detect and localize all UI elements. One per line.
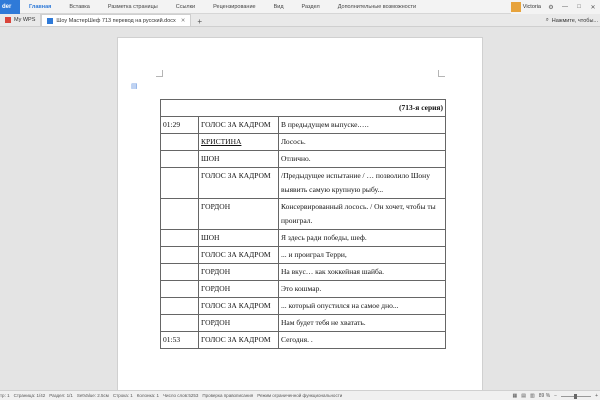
- dialogue-cell[interactable]: Я здесь ради победы, шеф.: [279, 230, 446, 247]
- help-search[interactable]: [546, 15, 598, 26]
- close-tab-icon[interactable]: ✕: [180, 17, 186, 24]
- zoom-slider-knob[interactable]: [574, 394, 577, 399]
- timecode-cell[interactable]: [161, 264, 199, 281]
- view-read-icon[interactable]: ▥: [530, 393, 535, 399]
- tab-my-wps[interactable]: [0, 14, 41, 26]
- minimize-icon[interactable]: —: [562, 4, 568, 10]
- help-search-text: Нажмите, чтобы...: [551, 17, 598, 24]
- speaker-cell[interactable]: ГОЛОС ЗА КАДРОМ: [199, 332, 279, 349]
- speaker-cell[interactable]: ГОРДОН: [199, 281, 279, 298]
- zoom-slider[interactable]: [561, 396, 591, 397]
- app-menu-button[interactable]: der: [0, 0, 20, 14]
- episode-header[interactable]: (713-я серия): [161, 100, 446, 117]
- status-page[interactable]: Страница: 1/42: [13, 393, 46, 398]
- menu-section[interactable]: Раздел: [301, 3, 320, 10]
- timecode-cell[interactable]: [161, 151, 199, 168]
- tab-label: My WPS: [14, 17, 36, 23]
- dialogue-cell[interactable]: Отлично.: [279, 151, 446, 168]
- timecode-cell[interactable]: [161, 247, 199, 264]
- dialogue-cell[interactable]: Нам будет тебя не хватать.: [279, 315, 446, 332]
- ribbon-menubar: [0, 0, 600, 14]
- tab-document[interactable]: [41, 14, 191, 26]
- speaker-cell[interactable]: ШОН: [199, 151, 279, 168]
- status-setvalue: SetValue: 2.5см: [76, 393, 109, 398]
- view-print-icon[interactable]: ▦: [512, 393, 518, 399]
- table-row: [161, 199, 446, 230]
- speaker-cell[interactable]: КРИСТИНА: [199, 134, 279, 151]
- menu-references[interactable]: Ссылки: [175, 3, 196, 10]
- zoom-out-icon[interactable]: −: [554, 393, 558, 399]
- dialogue-cell[interactable]: Консервированный лосось. / Он хочет, чтобы ты проиграл.: [279, 199, 446, 230]
- speaker-cell[interactable]: ГОЛОС ЗА КАДРОМ: [199, 168, 279, 199]
- table-row: [161, 264, 446, 281]
- timecode-cell[interactable]: 01:29: [161, 117, 199, 134]
- timecode-cell[interactable]: [161, 315, 199, 332]
- document-page[interactable]: [117, 37, 483, 390]
- margin-mark: [156, 70, 163, 77]
- dialogue-cell[interactable]: ... который опустился на самое дно...: [279, 298, 446, 315]
- close-icon[interactable]: ✕: [590, 4, 596, 11]
- table-row: [161, 247, 446, 264]
- dialogue-cell[interactable]: ... и проиграл Терри,: [279, 247, 446, 264]
- dialogue-cell[interactable]: В предыдущем выпуске.….: [279, 117, 446, 134]
- table-row: [161, 134, 446, 151]
- timecode-cell[interactable]: 01:53: [161, 332, 199, 349]
- timecode-cell[interactable]: [161, 230, 199, 247]
- timecode-cell[interactable]: [161, 199, 199, 230]
- speaker-cell[interactable]: ШОН: [199, 230, 279, 247]
- maximize-icon[interactable]: □: [577, 4, 581, 10]
- menu-review[interactable]: Рецензирование: [213, 3, 256, 10]
- new-tab-icon[interactable]: +: [197, 17, 203, 26]
- timecode-cell[interactable]: [161, 281, 199, 298]
- timecode-cell[interactable]: [161, 134, 199, 151]
- timecode-cell[interactable]: [161, 298, 199, 315]
- menu-extra[interactable]: Дополнительные возможности: [337, 3, 417, 10]
- settings-icon[interactable]: ⚙: [548, 4, 554, 11]
- avatar[interactable]: [511, 2, 521, 12]
- speaker-cell[interactable]: ГОЛОС ЗА КАДРОМ: [199, 298, 279, 315]
- speaker-cell[interactable]: ГОЛОС ЗА КАДРОМ: [199, 247, 279, 264]
- speaker-cell[interactable]: ГОРДОН: [199, 264, 279, 281]
- dialogue-cell[interactable]: Это кошмар.: [279, 281, 446, 298]
- status-bar: [0, 390, 600, 400]
- transcript-table: [160, 99, 446, 349]
- table-row: [161, 230, 446, 247]
- status-item: тр: 1: [0, 393, 10, 398]
- speaker-cell[interactable]: ГОЛОС ЗА КАДРОМ: [199, 117, 279, 134]
- timecode-cell[interactable]: [161, 168, 199, 199]
- menu-view[interactable]: Вид: [273, 3, 284, 10]
- menu-insert[interactable]: Вставка: [69, 3, 90, 10]
- dialogue-cell[interactable]: На вкус… как хоккейная шайба.: [279, 264, 446, 281]
- table-row: [161, 332, 446, 349]
- status-column: Колонка: 1: [136, 393, 160, 398]
- zoom-level[interactable]: 89 %: [538, 393, 551, 399]
- table-row: [161, 151, 446, 168]
- dialogue-cell[interactable]: Лосось.: [279, 134, 446, 151]
- user-name[interactable]: Victoria: [522, 4, 541, 10]
- dialogue-cell[interactable]: Сегодня. .: [279, 332, 446, 349]
- menu-page-layout[interactable]: Разметка страницы: [107, 3, 158, 10]
- zoom-in-icon[interactable]: +: [595, 393, 598, 399]
- status-word-count[interactable]: Число слов:5253: [163, 393, 199, 398]
- status-line: Строка: 1: [112, 393, 133, 398]
- dialogue-cell[interactable]: /Предыдущее испытание / … позволило Шону выявить самую крупную рыбу...: [279, 168, 446, 199]
- document-area: [0, 27, 600, 390]
- word-doc-icon: [47, 18, 53, 24]
- user-area: [511, 0, 600, 14]
- menu-home[interactable]: Главная: [29, 3, 52, 10]
- paragraph-icon[interactable]: ▤: [131, 83, 138, 90]
- view-web-icon[interactable]: ▤: [521, 393, 527, 399]
- status-section: Раздел: 1/1: [49, 393, 73, 398]
- status-mode: Режим ограниченной функциональности: [257, 393, 343, 398]
- speaker-cell[interactable]: ГОРДОН: [199, 315, 279, 332]
- wps-logo-icon: [5, 17, 11, 23]
- table-row: [161, 281, 446, 298]
- status-spellcheck[interactable]: Проверка правописания: [202, 393, 254, 398]
- margin-mark: [438, 70, 445, 77]
- table-row: [161, 117, 446, 134]
- document-tabbar: [0, 14, 600, 27]
- table-row: [161, 298, 446, 315]
- speaker-cell[interactable]: ГОРДОН: [199, 199, 279, 230]
- table-row: [161, 168, 446, 199]
- status-right: [509, 391, 598, 400]
- tab-label: Шоу МастерШеф 713 перевод на русский.docx: [56, 17, 176, 24]
- search-icon: ⌕: [545, 17, 549, 23]
- table-row: [161, 315, 446, 332]
